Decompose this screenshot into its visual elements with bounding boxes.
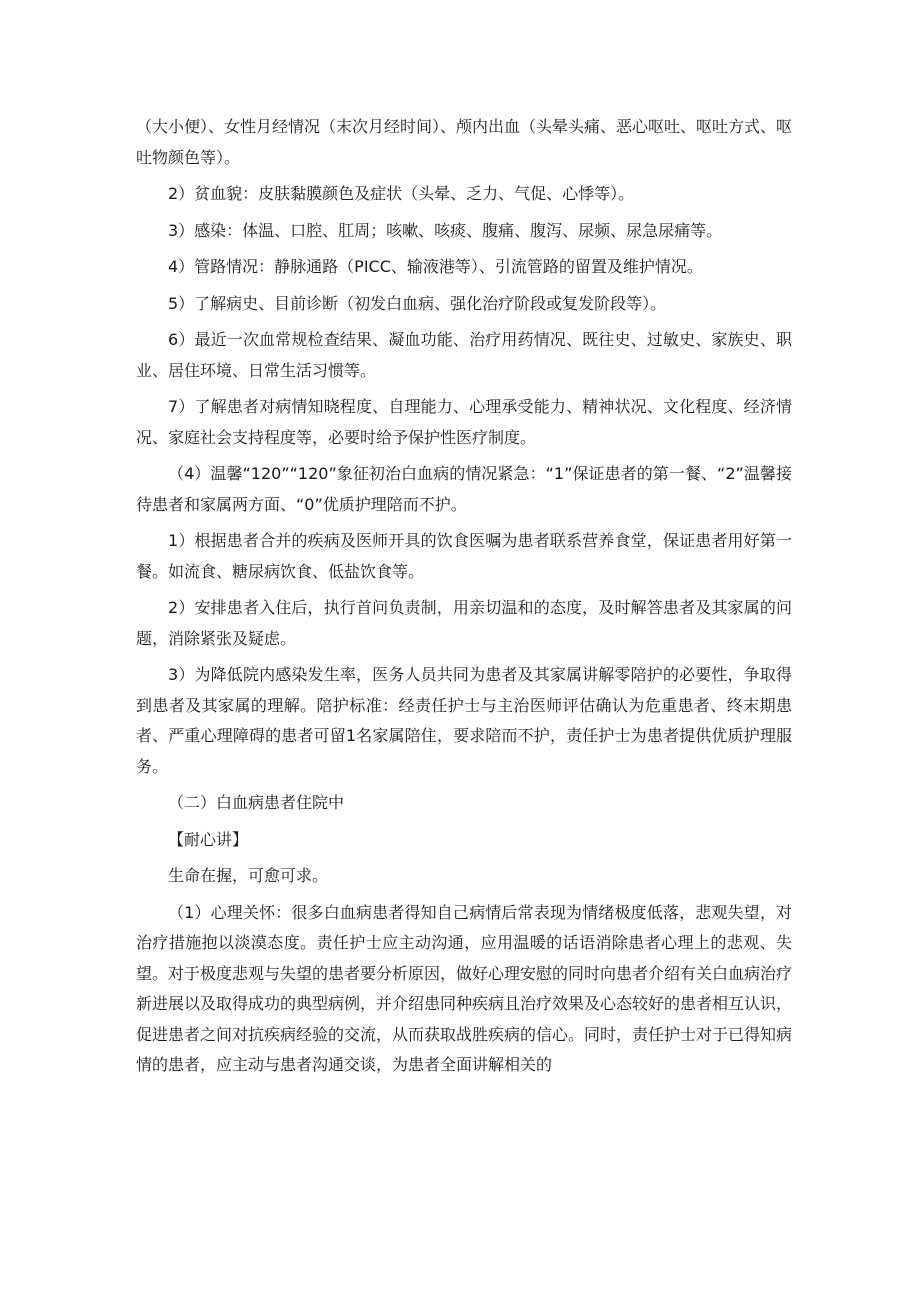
paragraph-history: 5）了解病史、目前诊断（初发白血病、强化治疗阶段或复发阶段等）。	[168, 293, 667, 313]
paragraph-first-meal: 1）根据患者合并的疾病及医师开具的饮食医嘱为患者联系营养食堂，保证患者用好第一餐。如流食、糖尿病饮食、低盐饮食等。	[136, 531, 792, 581]
section-heading-inpatient: （二）白血病患者住院中	[168, 793, 345, 812]
paragraph-blood-test: 6）最近一次血常规检查结果、凝血功能、治疗用药情况、既往史、过敏史、家族史、职业、居住环境、日常生活习惯等。	[136, 330, 792, 380]
paragraph-continuation: （大小便）、女性月经情况（末次月经时间）、颅内出血（头晕头痛、恶心呕吐、呕吐方式、呕吐物颜色等）。	[136, 117, 793, 167]
paragraph-escort: 3）为降低院内感染发生率，医务人员共同为患者及其家属讲解零陪护的必要性，争取得到患者及其家属的理解。陪护标准：经责任护士与主治医师评估确认为危重患者、终末期患者、严重心理障碍的患者可留1名家属陪住，要求陪而不护，责任护士为患者提供优质护理服务。	[136, 665, 792, 776]
document-body	[136, 112, 792, 1087]
paragraph-warm-120: （4）温馨“120”“120”象征初治白血病的情况紧急：“1”保证患者的第一餐、“2”温馨接待患者和家属两方面、“0”优质护理陪而不护。	[136, 464, 792, 514]
paragraph-anemia: 2）贫血貌：皮肤黏膜颜色及症状（头晕、乏力、气促、心悸等）。	[168, 184, 635, 203]
paragraph-infection: 3）感染：体温、口腔、肛周；咳嗽、咳痰、腹痛、腹泻、尿频、尿急尿痛等。	[168, 220, 723, 240]
paragraph-psych-care: （1）心理关怀：很多白血病患者得知自己病情后常表现为情绪极度低落，悲观失望，对治疗措施抱以淡漠态度。责任护士应主动沟通，应用温暖的话语消除患者心理上的悲观、失望。对于极度悲观与失望的患者要分析原因，做好心理安慰的同时向患者介绍有关白血病治疗新进展以及取得成功的典型病例，并介绍患同种疾病且治疗效果及心态较好的患者相互认识，促进患者之间对抗疾病经验的交流，从而获取战胜疾病的信心。同时，责任护士对于已得知病情的患者，应主动与患者沟通交谈，为患者全面讲解相关的	[136, 902, 793, 1074]
paragraph-motto: 生命在握，可愈可求。	[168, 866, 329, 885]
paragraph-awareness: 7）了解患者对病情知晓程度、自理能力、心理承受能力、精神状况、文化程度、经济情况、家庭社会支持程度等，必要时给予保护性医疗制度。	[136, 397, 792, 447]
paragraph-catheter: 4）管路情况：静脉通路（PICC、输液港等）、引流管路的留置及维护情况。	[168, 257, 703, 276]
paragraph-reception: 2）安排患者入住后，执行首问负责制，用亲切温和的态度，及时解答患者及其家属的问题，消除紧张及疑虑。	[136, 598, 792, 648]
subheading-patient-talk: 【耐心讲】	[168, 829, 249, 849]
